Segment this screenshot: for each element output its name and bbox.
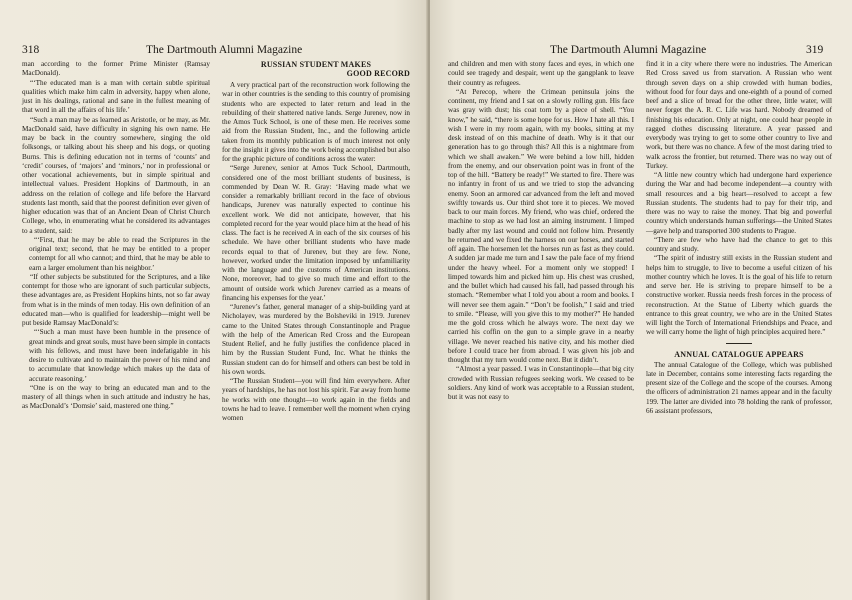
paragraph: “‘The educated man is a man with certain subtle spiritual qualities which make him calm in adversity, happy when alone, just in his dealings, rational and sane in the fullest meaning of that word in all the affairs of his life.’: [22, 78, 210, 115]
paragraph: “Almost a year passed. I was in Constantinople—that big city crowded with Russian refugees seeking work. We ceased to be soldiers. Any kind of work was acceptable to a Russian student, but it was not easy to: [448, 365, 634, 401]
article-heading-annual-catalogue: ANNUAL CATALOGUE APPEARS: [674, 349, 804, 359]
paragraph: “One is on the way to bring an educated man and to the mastery of all things when in such attitude and industry he has, as MacDonald’s ‘Domsie’ said, mastered one thing.”: [22, 383, 210, 411]
section-divider: [726, 343, 752, 344]
right-running-head: The Dartmouth Alumni Magazine: [550, 44, 707, 56]
right-column-2: [646, 60, 832, 416]
paragraph: “At Perecop, where the Crimean peninsula joins the continent, my friend and I sat on a slowly rolling gun. His face was gray with dust; his coat torn by a piece of shell. “You know,” he said, “there is some hope for us. How I hate all this. I wish I were in my room again, with my books, sitting at my desk instead of on this machine of death. Why is it that our generation has to go through this? All this is a nightmare from which we shall awaken.” We were behind a low hill, hidden from the enemy, and our observation point was in front of the top of the hill. “Battery be ready!” We started to fire. There was no infantry in front of us and we tried to stop the advancing enemy. Soon an armored car advanced from the left and moved swiftly towards us. Our third shot tore it to pieces. We moved back to our main forces. My friend, who was chief, ordered the machine to stop as we had lost an aiming instrument. I limped badly after my last wound and could not follow him. Presently he returned and we fixed the harness on our horses, and started off again. The horsemen let the horses run as fast as they could. A sudden jar made me turn and I saw the pale face of my friend under the heavy wheel. For a moment only we stopped! I limped towards him and picked him up. His chest was crushed, and the bullet which had caused his fall, had passed through his stomach. “Remember what I told you about a room and books. I will never see them again.” “Don’t be foolish,” I said and tried to smile. “Please, will you give this to my mother?” He handed me the gold cross which he always wore. The next day we carried his coffin on the gun to a simple grave in a nearby village. We never reached his native city, and his mother died before I could trace her from abroad. I was given his job and thought that my turn would come next. But it didn’t.: [448, 87, 634, 364]
right-column-2-tail: [646, 361, 832, 417]
paragraph: “‘Such a man must have been humble in the presence of great minds and great souls, must have been simple in contacts with his fellows, and must have been indefatigable in his desire to cultivate and to maintain the power of his mind and to accumulate that knowledge which makes up the data of accurate reasoning.’: [29, 328, 210, 383]
left-column-1: [22, 60, 210, 412]
paragraph: find it in a city where there were no industries. The American Red Cross saved us from starvation. A Russian who went through seven days on a ship crowded with human bodies, without food for four days and one-eighth of a pound of corned beef and a slice of bread for the other three, little water, will never forget the A. R. C. Life was hard. Nobody dreamed of finishing his education. Only at night, one could hear people in ragged clothes discussing literature. A year passed and everybody was trying to get to some other country to live and work, but there was no chance. A few of the most daring tried to walk across the frontier, but returned. There was no way out of Turkey.: [646, 60, 832, 170]
paragraph: “If other subjects be substituted for the Scriptures, and a like contempt for those who are ignorant of such particular subjects, these advantages are, as President Hopkins hints, not so far away from what is in the minds of men today. His own definition of an educated man—who is qualified for leadership—might well be put beside Ramsay MacDonald’s:: [22, 272, 210, 327]
left-column-2: [222, 60, 410, 423]
right-column-2-body: [646, 60, 832, 338]
paragraph: The annual Catalogue of the College, which was published late in December, contains some interesting facts regarding the present size of the College and the scope of the courses. Among the officers of administration 21 names appear and in the faculty 199. The latter are divided into 78 holding the rank of professor, 66 assistant professors,: [646, 360, 832, 415]
paragraph: “Such a man may be as learned as Aristotle, or he may, as Mr. MacDonald said, have difficulty in signing his own name. He may be back in the country somewhere, singing the old folksongs, or talking about his sheep and his dogs, or quoting Burns. This is defining education not in terms of ‘counts’ and ‘credit’ courses, of ‘majors’ and ‘minors,’ nor in professional or other vocational achievements, but in simple spiritual and intellectual values. President Hopkins of Dartmouth, in an address on the relation of college and life before the Harvard students last month, said that the poorest definition ever given of higher education was that of an Ancient Dean of Christ Church College, who, in enumerating what he considered its advantages to a student, said:: [22, 115, 210, 235]
left-column-2-body: [222, 81, 410, 423]
paragraph: “The spirit of industry still exists in the Russian student and helps him to struggle, to live to become a useful citizen of his mother country which he loves. It is the goal of his life to return and serve her. He is striving to prepare himself to be a constructive worker. Russia needs fresh forces in the process of reconstruction. At the Statue of Liberty which guards the entrance to this great country, we who are in the United States will light the Torch of International Friendships and Peace, and we will carry home the light of high principles acquired here.”: [646, 254, 832, 337]
paragraph: “‘First, that he may be able to read the Scriptures in the original text; second, that he may be entitled to a proper contempt for all who cannot; and third, that he may be able to earn a larger emolument than his neighbor.’: [29, 235, 210, 272]
paragraph: “Jurenev’s father, general manager of a ship-building yard at Nicholayev, was murdered by the Bolsheviki in 1919. Jurenev came to the United States through Constantinople and Prague with the help of the American Red Cross and the European Student Relief, and he fully justifies the confidence placed in him by the Russian Student Fund, Inc. What he thinks the Russian student can do for himself and others can best be told in his own words.: [222, 303, 410, 376]
left-page-number: 318: [22, 44, 40, 56]
paragraph: man according to the former Prime Minister (Ramsay MacDonald).: [22, 60, 210, 78]
right-page: [430, 0, 852, 600]
right-page-number: 319: [806, 44, 824, 56]
paragraph: “There are few who have had the chance to get to this country and study.: [646, 235, 832, 253]
paragraph: “Serge Jurenev, senior at Amos Tuck School, Dartmouth, considered one of the most brilliant students of business, is commended by Dean W. R. Gray: ‘Having made what we consider a remarkably brilliant record in the face of obvious handicaps, Jurenev was naturally expected to continue his excellent work. We did not anticipate, however, that his completed record for the year would place him at the head of his class. The fact is he received A in each of the six courses of his schedule. We have other brilliant students who have made records equal to that of Jurenev, but they are few. None, however, worked under the limitation imposed by unfamiliarity with the language and the customs of American institutions. None, moreover, had to give so much time and effort to the amount of outside work which Jurenev carried as a means of financing his expenses for the year.’: [222, 164, 410, 302]
paragraph: “The Russian Student—you will find him everywhere. After years of hardships, he has not lost his spirit. Far away from home he works with one thought—to work again in the fields and towns he had to leave. I remember well the moment when crying women: [222, 377, 410, 422]
left-running-head: The Dartmouth Alumni Magazine: [146, 44, 303, 56]
article-heading-good-record: GOOD RECORD: [346, 69, 410, 78]
paragraph: “A little new country which had undergone hard experience during the War and had become independent—a country with small resources and a big heart—resolved to accept a few Russian students. The students had to pay for their trip, and there was no way to raise the money. That big and powerful country which understands human sufferings—the United States—gave help and transported 300 students to Prague.: [646, 171, 832, 235]
article-heading-russian-student: RUSSIAN STUDENT MAKES: [260, 60, 372, 69]
paragraph: A very practical part of the reconstruction work following the war in other countries is the sending to this country of promising students who are expected to later return and lead in the rebuilding of their shattered native lands. Serge Jurenev, now in the Amos Tuck School, is one of these men. He receives some aid from the Russian Student, Inc., and the following article taken from its monthly publication is of much interest not only for the insight it gives into the work being accomplished but also for the graphic picture of conditions across the water:: [222, 81, 410, 163]
paragraph: and children and men with stony faces and eyes, in which one could see tragedy and despair, went up the gangplank to leave their country as refugees.: [448, 60, 634, 87]
right-column-1: [448, 60, 634, 402]
